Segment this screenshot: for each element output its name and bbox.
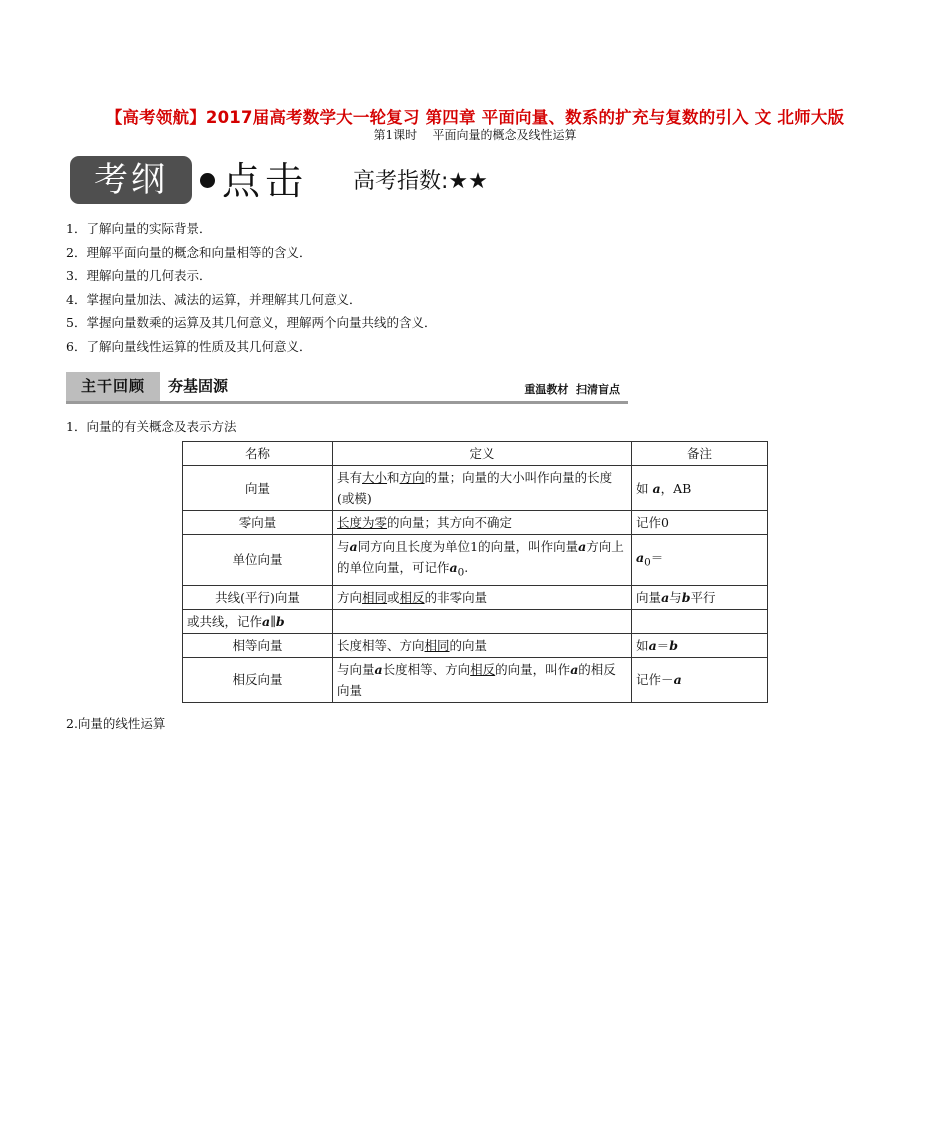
table-row [183, 609, 768, 633]
header-name: 名称 [183, 442, 333, 466]
dianji-heading: 点击 [222, 159, 309, 203]
cell-definition: 具有大小和方向的量；向量的大小叫作向量的长度(或模) [333, 466, 632, 511]
table-row [183, 511, 768, 535]
header-definition: 定义 [333, 442, 632, 466]
document-title: 【高考领航】2017届高考数学大一轮复习 第四章 平面向量、数系的扩充与复数的引入 文 北师大版 [105, 108, 845, 127]
cell-definition: 与向量a长度相等、方向相反的向量，叫作a的相反向量 [333, 657, 632, 702]
cell-definition: 长度为零的向量；其方向不确定 [333, 511, 632, 535]
objective-item: 5．掌握向量数乘的运算及其几何意义，理解两个向量共线的含义． [66, 315, 437, 331]
objective-item: 3．理解向量的几何表示． [66, 268, 212, 284]
cell-note: 如a＝b [632, 633, 768, 657]
table-row [183, 535, 768, 586]
cell-definition: 长度相等、方向相同的向量 [333, 633, 632, 657]
item-1-heading: 1．向量的有关概念及表示方法 [66, 419, 237, 434]
learning-objectives-list [66, 219, 436, 361]
cell-note: 记作－a [632, 657, 768, 702]
kaogang-box: 考纲 [70, 156, 192, 204]
cell-definition [333, 609, 632, 633]
cell-note [632, 609, 768, 633]
cell-name: 单位向量 [183, 535, 333, 586]
section-right-label: 重温教材 扫清盲点 [524, 383, 620, 396]
cell-note: 如 a，AB [632, 466, 768, 511]
cell-name: 零向量 [183, 511, 333, 535]
cell-note: 向量a与b平行 [632, 585, 768, 609]
table-row [183, 633, 768, 657]
objective-item: 6．了解向量线性运算的性质及其几何意义． [66, 338, 312, 354]
header-note: 备注 [632, 442, 768, 466]
cell-name: 相反向量 [183, 657, 333, 702]
cell-name: 向量 [183, 466, 333, 511]
exam-index-rating: 高考指数:★★ [353, 169, 488, 194]
objective-item: 4．掌握向量加法、减法的运算，并理解其几何意义． [66, 291, 362, 307]
vector-concepts-table [182, 441, 768, 703]
cell-note: 记作0 [632, 511, 768, 535]
table-header-row [183, 442, 768, 466]
section-header-bar [66, 372, 628, 404]
item-2-heading: 2.向量的线性运算 [66, 716, 166, 731]
cell-name: 共线(平行)向量 [183, 585, 333, 609]
objective-item: 2．理解平面向量的概念和向量相等的含义． [66, 244, 312, 260]
kaogang-banner [70, 155, 610, 207]
table-row [183, 585, 768, 609]
cell-definition: 方向相同或相反的非零向量 [333, 585, 632, 609]
cell-name-continued: 或共线，记作a∥b [183, 609, 333, 633]
lesson-subtitle: 第1课时 平面向量的概念及线性运算 [373, 128, 577, 142]
cell-definition: 与a同方向且长度为单位1的向量，叫作向量a方向上的单位向量，可记作$a_0$. [333, 535, 632, 586]
table-row [183, 657, 768, 702]
cell-name: 相等向量 [183, 633, 333, 657]
cell-note: $a_0=$ [632, 535, 768, 586]
objective-item: 1．了解向量的实际背景． [66, 221, 212, 236]
section-main-label: 主干回顾 [66, 372, 160, 401]
bullet-dot-icon [200, 173, 215, 188]
section-sub-label: 夯基固源 [168, 377, 229, 395]
table-row [183, 466, 768, 511]
